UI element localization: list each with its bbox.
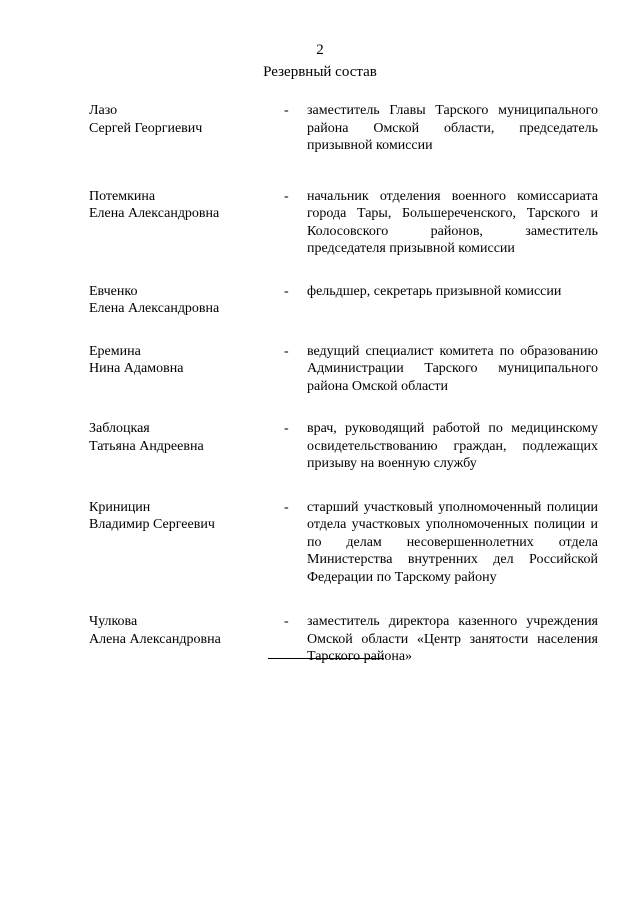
member-entry — [89, 102, 598, 155]
members-list — [89, 102, 598, 666]
member-surname: Еремина — [89, 343, 141, 359]
member-given-names: Сергей Георгиевич — [89, 120, 203, 136]
member-given-names: Елена Александровна — [89, 301, 220, 316]
member-given-names: Владимир Сергеевич — [89, 517, 215, 532]
member-role: заместитель директора казенного учреждения Омской области «Центр занятости населения Тарского района» — [307, 614, 598, 664]
section-title: Резервный состав — [263, 64, 377, 80]
member-entry — [89, 343, 598, 396]
member-entry — [89, 420, 598, 473]
dash-separator: - — [284, 614, 289, 629]
member-surname: Криницин — [89, 499, 151, 515]
member-role: ведущий специалист комитета по образованию Администрации Тарского муниципального района Омской области — [307, 343, 598, 394]
member-surname: Потемкина — [89, 188, 156, 204]
dash-separator: - — [284, 499, 289, 515]
member-role: старший участковый уполномоченный полиции отдела участковых уполномоченных полиции и по делам несовершеннолетних отдела Министерства внутренних дел Российской Федерации по Тарскому району — [307, 499, 598, 585]
member-name — [89, 283, 284, 318]
closing-rule — [268, 658, 384, 659]
dash-separator: - — [284, 421, 289, 436]
member-role: заместитель Главы Тарского муниципального района Омской области, председатель призывной комиссии — [307, 103, 598, 153]
dash-separator: - — [284, 343, 289, 359]
member-role: фельдшер, секретарь призывной комиссии — [307, 283, 562, 299]
member-name — [89, 420, 284, 455]
member-surname: Лазо — [89, 103, 118, 118]
member-surname: Чулкова — [89, 614, 138, 629]
member-name — [89, 102, 284, 137]
dash-separator: - — [284, 188, 289, 204]
member-entry — [89, 283, 598, 318]
dash-separator: - — [284, 283, 289, 299]
member-name — [89, 499, 284, 534]
member-surname: Заблоцкая — [89, 421, 150, 436]
member-given-names: Алена Александровна — [89, 631, 221, 647]
dash-separator: - — [284, 103, 289, 118]
member-entry — [89, 499, 598, 587]
member-entry — [89, 188, 598, 258]
page-number: 2 — [316, 42, 324, 58]
member-given-names: Татьяна Андреевна — [89, 438, 204, 454]
member-name — [89, 613, 284, 648]
member-name — [89, 343, 284, 378]
member-name — [89, 188, 284, 223]
member-surname: Евченко — [89, 283, 138, 299]
member-role: начальник отделения военного комиссариата города Тары, Большереченского, Тарского и Колосовского районов, заместитель председателя призывной комиссии — [307, 188, 598, 256]
member-role: врач, руководящий работой по медицинскому освидетельствованию граждан, подлежащих призыву на военную службу — [307, 421, 598, 471]
member-given-names: Елена Александровна — [89, 206, 220, 221]
member-given-names: Нина Адамовна — [89, 361, 184, 376]
